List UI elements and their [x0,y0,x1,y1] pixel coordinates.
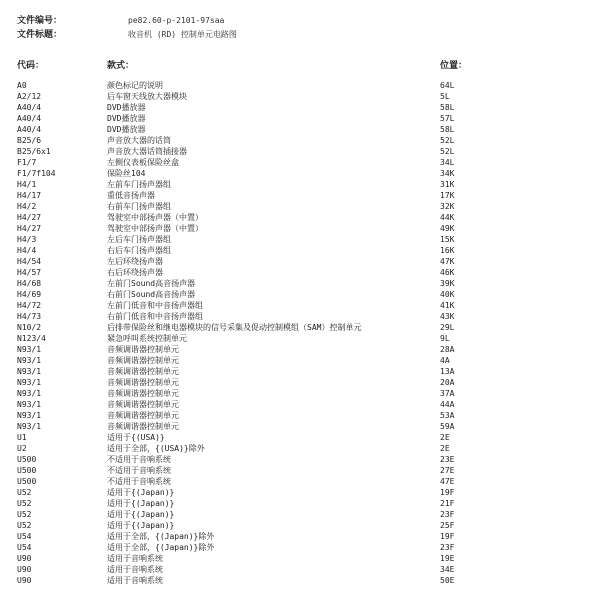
row-code: U52 [17,488,32,497]
row-code: N93/1 [17,411,42,420]
row-code: N93/1 [17,345,42,354]
row-position: 41K [440,301,455,310]
row-position: 57L [440,114,455,123]
table-row [0,113,600,124]
table-row [0,190,600,201]
row-code: H4/73 [17,312,42,321]
row-position: 44K [440,213,455,222]
row-code: H4/3 [17,235,37,244]
table-row [0,179,600,190]
row-position: 2E [440,433,450,442]
row-description: 适用于音响系统 [107,565,163,574]
table-row [0,311,600,322]
table-row [0,388,600,399]
row-code: H4/27 [17,213,42,222]
row-position: 9L [440,334,450,343]
row-description: 适用于音响系统 [107,576,163,585]
row-position: 2E [440,444,450,453]
row-code: A40/4 [17,103,42,112]
row-position: 47E [440,477,455,486]
row-position: 58L [440,125,455,134]
row-description: 不适用于音响系统 [107,477,171,486]
row-position: 16K [440,246,455,255]
row-description: 音频调谐器控制单元 [107,378,179,387]
row-code: N93/1 [17,400,42,409]
table-row [0,80,600,91]
row-code: A40/4 [17,125,42,134]
row-description: DVD播放器 [107,114,146,123]
row-code: U54 [17,543,32,552]
row-position: 39K [440,279,455,288]
doc-title-label: 文件标题： [17,30,63,40]
row-code: A2/12 [17,92,42,101]
table-row [0,278,600,289]
table-row [0,520,600,531]
row-code: A0 [17,81,27,90]
row-description: 音频调谐器控制单元 [107,411,179,420]
table-row [0,322,600,333]
row-position: 50E [440,576,455,585]
row-description: 左后环绕扬声器 [107,257,163,266]
table-row [0,223,600,234]
row-position: 59A [440,422,455,431]
row-code: H4/4 [17,246,37,255]
row-description: 适用于{(Japan)} [107,488,175,497]
row-position: 52L [440,147,455,156]
table-row [0,300,600,311]
row-description: 右后车门扬声器组 [107,246,171,255]
row-code: F1/7 [17,158,37,167]
table-row [0,124,600,135]
row-description: 后车窗天线放大器模块 [107,92,187,101]
row-code: H4/17 [17,191,42,200]
table-row [0,564,600,575]
row-code: H4/72 [17,301,42,310]
row-position: 31K [440,180,455,189]
table-row [0,531,600,542]
row-position: 20A [440,378,455,387]
table-row [0,366,600,377]
row-code: N10/2 [17,323,42,332]
row-description: 音频调谐器控制单元 [107,389,179,398]
row-description: 适用于{(Japan)} [107,499,175,508]
row-position: 64L [440,81,455,90]
table-row [0,91,600,102]
table-row [0,542,600,553]
row-description: DVD播放器 [107,125,146,134]
row-description: 适用于全部，{(USA)}除外 [107,444,205,453]
row-code: U1 [17,433,27,442]
row-code: U54 [17,532,32,541]
row-code: N93/1 [17,422,42,431]
row-position: 25F [440,521,455,530]
row-description: 紧急呼叫系统控制单元 [107,334,187,343]
row-description: 右前门Sound高音扬声器 [107,290,196,299]
row-position: 19E [440,554,455,563]
table-row [0,146,600,157]
row-description: 音频调谐器控制单元 [107,367,179,376]
row-description: 驾驶室中部扬声器（中置） [107,224,203,233]
component-list [0,80,600,586]
row-code: N93/1 [17,356,42,365]
row-position: 52L [440,136,455,145]
table-row [0,201,600,212]
row-position: 47K [440,257,455,266]
row-description: 左前门低音和中音扬声器组 [107,301,203,310]
column-header-pos: 位置： [440,61,468,71]
row-description: 重低音扬声器 [107,191,155,200]
row-position: 5L [440,92,450,101]
row-position: 21F [440,499,455,508]
row-description: 适用于{(USA)} [107,433,165,442]
table-row [0,575,600,586]
table-row [0,399,600,410]
row-code: B25/6 [17,136,42,145]
row-code: H4/68 [17,279,42,288]
row-position: 28A [440,345,455,354]
table-row [0,465,600,476]
row-position: 53A [440,411,455,420]
table-row [0,498,600,509]
row-code: U500 [17,477,37,486]
row-description: 适用于全部，{(Japan)}除外 [107,543,215,552]
row-description: 右后环绕扬声器 [107,268,163,277]
row-position: 49K [440,224,455,233]
table-row [0,454,600,465]
row-code: U2 [17,444,27,453]
row-description: 颜色标记的说明 [107,81,163,90]
row-position: 34K [440,169,455,178]
doc-number-value: pe82.60-p-2101-97saa [128,16,225,25]
row-position: 43K [440,312,455,321]
row-description: 不适用于音响系统 [107,466,171,475]
table-row [0,289,600,300]
table-row [0,157,600,168]
row-code: N93/1 [17,389,42,398]
row-code: U52 [17,510,32,519]
row-code: U500 [17,455,37,464]
table-row [0,168,600,179]
row-description: 声音放大器话筒插接器 [107,147,187,156]
row-position: 19F [440,532,455,541]
row-code: B25/6x1 [17,147,51,156]
row-description: 保险丝104 [107,169,146,178]
row-position: 29L [440,323,455,332]
row-code: U500 [17,466,37,475]
row-code: H4/57 [17,268,42,277]
row-description: 左侧仪表板保险丝盒 [107,158,179,167]
row-code: N93/1 [17,367,42,376]
column-header-desc: 款式： [107,61,135,71]
row-position: 23F [440,543,455,552]
table-row [0,509,600,520]
row-position: 17K [440,191,455,200]
row-description: DVD播放器 [107,103,146,112]
table-row [0,333,600,344]
row-description: 驾驶室中部扬声器（中置） [107,213,203,222]
table-row [0,267,600,278]
table-row [0,553,600,564]
row-description: 音频调谐器控制单元 [107,422,179,431]
row-position: 44A [440,400,455,409]
row-code: U90 [17,565,32,574]
row-position: 4A [440,356,450,365]
table-row [0,487,600,498]
doc-number-label: 文件编号： [17,16,63,26]
table-row [0,344,600,355]
row-description: 右前门低音和中音扬声器组 [107,312,203,321]
row-code: U90 [17,554,32,563]
row-description: 音频调谐器控制单元 [107,345,179,354]
row-code: H4/2 [17,202,37,211]
row-code: U52 [17,499,32,508]
row-code: N123/4 [17,334,46,343]
row-position: 27E [440,466,455,475]
row-description: 右前车门扬声器组 [107,202,171,211]
row-code: A40/4 [17,114,42,123]
row-description: 适用于全部，{(Japan)}除外 [107,532,215,541]
row-code: U90 [17,576,32,585]
table-row [0,135,600,146]
row-position: 46K [440,268,455,277]
row-code: H4/54 [17,257,42,266]
table-row [0,256,600,267]
row-description: 左前车门扬声器组 [107,180,171,189]
row-code: U52 [17,521,32,530]
row-description: 不适用于音响系统 [107,455,171,464]
table-row [0,410,600,421]
row-position: 13A [440,367,455,376]
table-row [0,212,600,223]
row-description: 适用于{(Japan)} [107,510,175,519]
row-description: 适用于音响系统 [107,554,163,563]
row-position: 40K [440,290,455,299]
table-row [0,476,600,487]
row-code: F1/7f104 [17,169,56,178]
row-position: 19F [440,488,455,497]
row-code: H4/27 [17,224,42,233]
row-position: 23F [440,510,455,519]
table-row [0,245,600,256]
row-code: H4/1 [17,180,37,189]
table-row [0,355,600,366]
row-description: 声音放大器的话筒 [107,136,171,145]
row-code: H4/69 [17,290,42,299]
doc-title-value: 收音机 (RD) 控制单元电路图 [128,30,237,39]
column-header-code: 代码： [17,61,45,71]
row-position: 32K [440,202,455,211]
row-position: 34E [440,565,455,574]
row-position: 34L [440,158,455,167]
row-description: 后排带保险丝和继电器模块的信号采集及促动控制模组（SAM）控制单元 [107,323,362,332]
row-position: 58L [440,103,455,112]
table-row [0,432,600,443]
row-position: 23E [440,455,455,464]
row-description: 适用于{(Japan)} [107,521,175,530]
table-row [0,234,600,245]
row-code: N93/1 [17,378,42,387]
row-position: 15K [440,235,455,244]
row-position: 37A [440,389,455,398]
row-description: 左前门Sound高音扬声器 [107,279,196,288]
table-row [0,421,600,432]
table-row [0,443,600,454]
row-description: 左后车门扬声器组 [107,235,171,244]
table-row [0,377,600,388]
table-row [0,102,600,113]
row-description: 音频调谐器控制单元 [107,400,179,409]
row-description: 音频调谐器控制单元 [107,356,179,365]
